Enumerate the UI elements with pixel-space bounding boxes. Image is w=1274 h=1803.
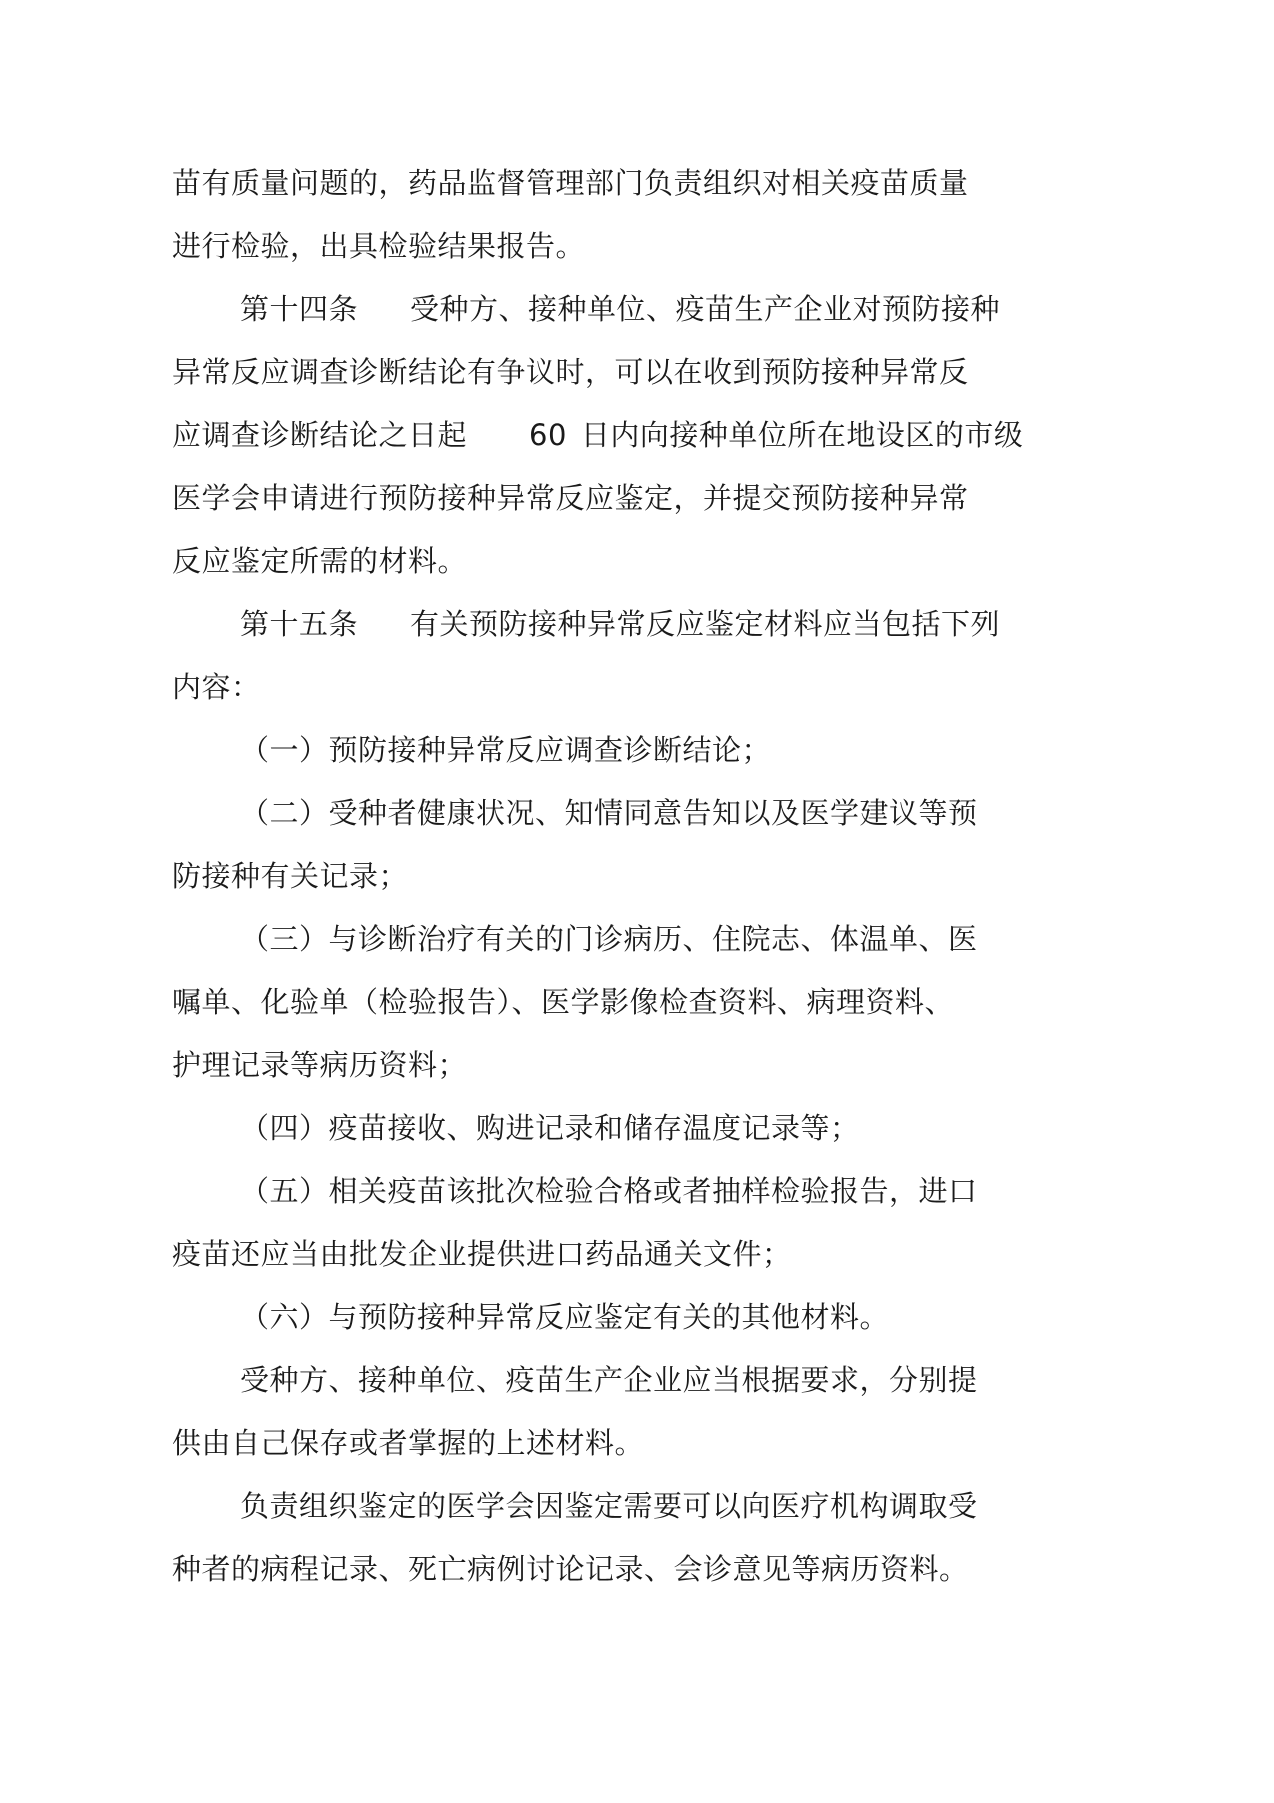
text-segment: 应调查诊断结论之日起 bbox=[172, 418, 468, 452]
text-line: 异常反应调查诊断结论有争议时，可以在收到预防接种异常反 bbox=[172, 355, 969, 389]
paragraph-line: 负责组织鉴定的医学会因鉴定需要可以向医疗机构调取受 bbox=[240, 1489, 978, 1523]
text-line: 苗有质量问题的，药品监督管理部门负责组织对相关疫苗质量 bbox=[172, 166, 969, 200]
text-line: 嘱单、化验单（检验报告）、医学影像检查资料、病理资料、 bbox=[172, 985, 955, 1019]
day-count: 60 bbox=[529, 418, 567, 452]
article-15-text: 有关预防接种异常反应鉴定材料应当包括下列 bbox=[410, 607, 1001, 641]
text-line: 医学会申请进行预防接种异常反应鉴定，并提交预防接种异常 bbox=[172, 481, 969, 515]
text-line: 护理记录等病历资料； bbox=[172, 1048, 468, 1082]
article-14-heading: 第十四条 bbox=[240, 292, 359, 326]
article-15-line bbox=[240, 602, 1000, 646]
list-item: （六）与预防接种异常反应鉴定有关的其他材料。 bbox=[240, 1300, 890, 1334]
text-line: 疫苗还应当由批发企业提供进口药品通关文件； bbox=[172, 1237, 792, 1271]
article-14-text: 受种方、接种单位、疫苗生产企业对预防接种 bbox=[410, 292, 1001, 326]
article-15-heading: 第十五条 bbox=[240, 607, 359, 641]
article-14-line bbox=[240, 287, 1000, 331]
list-item: （四）疫苗接收、购进记录和储存温度记录等； bbox=[240, 1111, 860, 1145]
text-line: 反应鉴定所需的材料。 bbox=[172, 544, 468, 578]
text-segment: 日内向接种单位所在地设区的市级 bbox=[580, 418, 1024, 452]
text-line: 防接种有关记录； bbox=[172, 859, 409, 893]
list-item: （五）相关疫苗该批次检验合格或者抽样检验报告，进口 bbox=[240, 1174, 978, 1208]
text-line: 供由自己保存或者掌握的上述材料。 bbox=[172, 1426, 645, 1460]
list-item: （三）与诊断治疗有关的门诊病历、住院志、体温单、医 bbox=[240, 922, 978, 956]
text-line: 进行检验，出具检验结果报告。 bbox=[172, 229, 586, 263]
text-line: 种者的病程记录、死亡病例讨论记录、会诊意见等病历资料。 bbox=[172, 1552, 969, 1586]
text-line: 内容： bbox=[172, 670, 261, 704]
list-item: （一）预防接种异常反应调查诊断结论； bbox=[240, 733, 772, 767]
paragraph-line: 受种方、接种单位、疫苗生产企业应当根据要求，分别提 bbox=[240, 1363, 978, 1397]
list-item: （二）受种者健康状况、知情同意告知以及医学建议等预 bbox=[240, 796, 978, 830]
text-line bbox=[172, 413, 1023, 457]
